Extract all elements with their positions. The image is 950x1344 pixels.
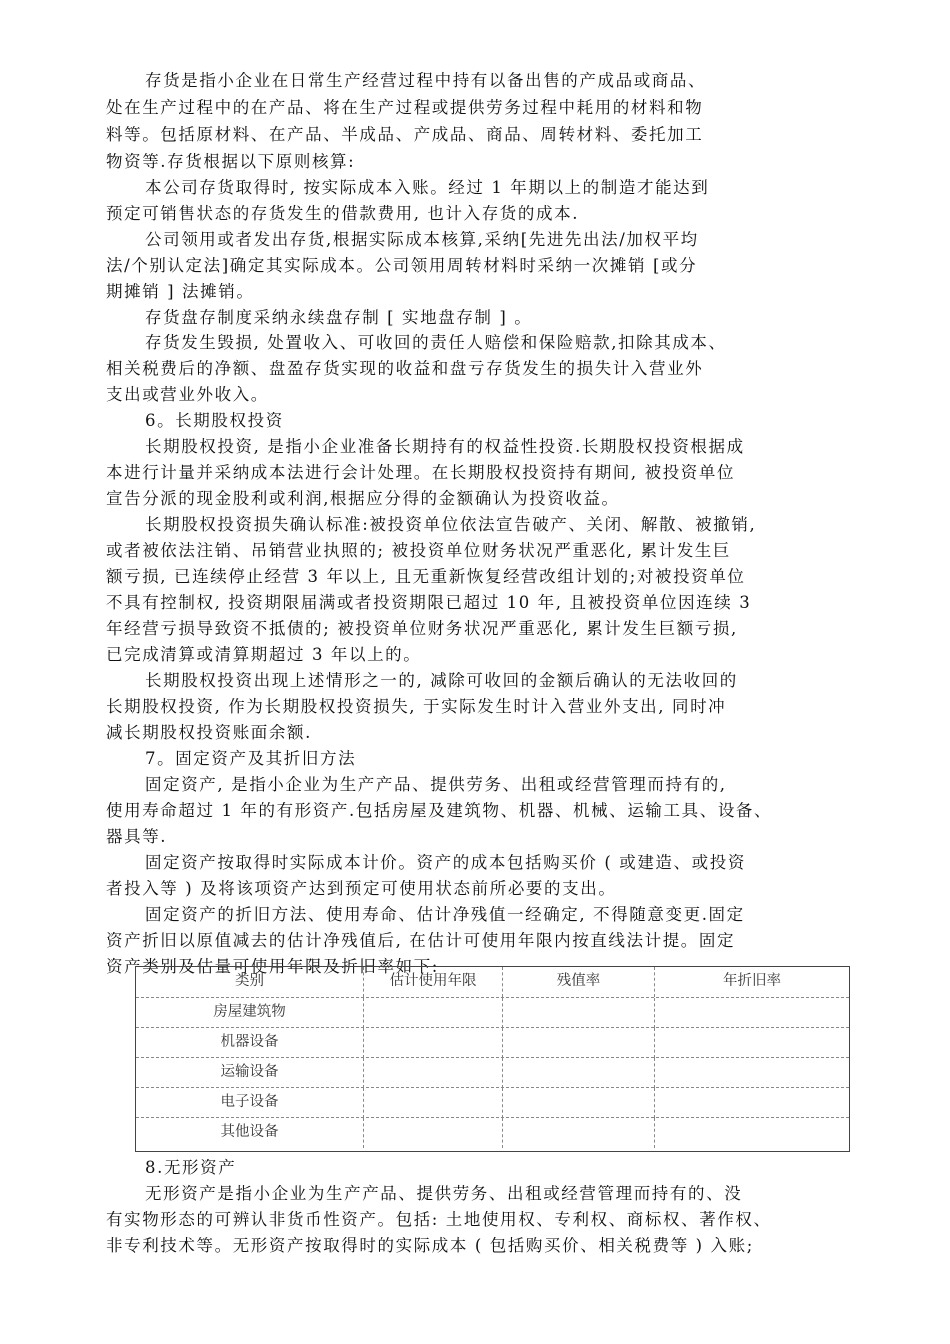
section-heading: 8.无形资产 xyxy=(145,1158,237,1177)
paragraph-line: 本进行计量并采纳成本法进行会计处理。在长期股权投资持有期间, 被投资单位 xyxy=(106,463,736,482)
paragraph-line: 年经营亏损导致资不抵债的; 被投资单位财务状况严重恶化, 累计发生巨额亏损, xyxy=(106,619,738,638)
table-header-cell: 年折旧率 xyxy=(654,967,849,997)
paragraph-line: 不具有控制权, 投资期限届满或者投资期限已超过 10 年, 且被投资单位因连续 3 xyxy=(106,593,752,612)
section-heading: 6。长期股权投资 xyxy=(145,411,284,430)
table-row xyxy=(136,1027,849,1057)
table-cell xyxy=(363,1088,502,1118)
paragraph-line: 预定可销售状态的存货发生的借款费用, 也计入存货的成本. xyxy=(106,204,580,223)
paragraph-line: 固定资产的折旧方法、使用寿命、估计净残值一经确定, 不得随意变更.固定 xyxy=(145,905,745,924)
table-row xyxy=(136,1087,849,1117)
table-cell-category: 运输设备 xyxy=(220,1064,279,1080)
paragraph-line: 固定资产按取得时实际成本计价。资产的成本包括购买价 ( 或建造、或投资 xyxy=(145,853,746,872)
table-cell xyxy=(363,998,502,1028)
paragraph-line: 或者被依法注销、吊销营业执照的; 被投资单位财务状况严重恶化, 累计发生巨 xyxy=(106,541,731,560)
table-cell-category: 电子设备 xyxy=(220,1094,279,1110)
paragraph-line: 已完成清算或清算期超过 3 年以上的。 xyxy=(106,645,422,664)
table-cell xyxy=(654,998,849,1028)
table-cell xyxy=(363,1058,502,1088)
table-cell xyxy=(654,1058,849,1088)
table-cell xyxy=(502,1028,654,1058)
paragraph-line: 法/个别认定法]确定其实际成本。公司领用周转材料时采纳一次摊销 [或分 xyxy=(106,256,698,275)
paragraph-line: 支出或营业外收入。 xyxy=(106,385,269,404)
paragraph-line: 存货是指小企业在日常生产经营过程中持有以备出售的产成品或商品、 xyxy=(145,71,707,90)
depreciation-table xyxy=(135,966,850,1152)
paragraph-line: 长期股权投资损失确认标准:被投资单位依法宣告破产、关闭、解散、被撤销, xyxy=(145,515,757,534)
table-cell xyxy=(502,998,654,1028)
paragraph-line: 无形资产是指小企业为生产产品、提供劳务、出租或经营管理而持有的、没 xyxy=(145,1184,743,1203)
table-cell xyxy=(502,1088,654,1118)
paragraph-line: 处在生产过程中的在产品、将在生产过程或提供劳务过程中耗用的材料和物 xyxy=(106,98,704,117)
paragraph-line: 额亏损, 已连续停止经营 3 年以上, 且无重新恢复经营改组计划的;对被投资单位 xyxy=(106,567,746,586)
paragraph-line: 物资等.存货根据以下原则核算: xyxy=(106,152,356,171)
paragraph-line: 相关税费后的净额、盘盈存货实现的收益和盘亏存货发生的损失计入营业外 xyxy=(106,359,704,378)
paragraph-line: 本公司存货取得时, 按实际成本入账。经过 1 年期以上的制造才能达到 xyxy=(145,178,710,197)
table-cell-category: 机器设备 xyxy=(220,1034,279,1050)
table-header-cell: 残值率 xyxy=(502,967,654,997)
table-cell-category: 房屋建筑物 xyxy=(213,1004,286,1020)
paragraph-line: 有实物形态的可辨认非货币性资产。包括: 土地使用权、专利权、商标权、著作权、 xyxy=(106,1210,772,1229)
paragraph-line: 宣告分派的现金股利或利润,根据应分得的金额确认为投资收益。 xyxy=(106,489,620,508)
table-cell xyxy=(654,1028,849,1058)
paragraph-line: 存货盘存制度采纳永续盘存制 [ 实地盘存制 ] 。 xyxy=(145,308,533,327)
paragraph-line: 公司领用或者发出存货,根据实际成本核算,采纳[先进先出法/加权平均 xyxy=(145,230,699,249)
table-row xyxy=(136,1057,849,1087)
table-cell xyxy=(363,1118,502,1148)
paragraph-line: 减长期股权投资账面余额. xyxy=(106,723,312,742)
table-cell xyxy=(654,1088,849,1118)
paragraph-line: 料等。包括原材料、在产品、半成品、产成品、商品、周转材料、委托加工 xyxy=(106,125,704,144)
paragraph-line: 长期股权投资, 是指小企业准备长期持有的权益性投资.长期股权投资根据成 xyxy=(145,437,745,456)
paragraph-line: 期摊销 ] 法摊销。 xyxy=(106,282,255,301)
paragraph-line: 资产类别及估量可使用年限及折旧率如下: xyxy=(106,957,439,976)
table-row xyxy=(136,997,849,1027)
paragraph-line: 资产折旧以原值减去的估计净残值后, 在估计可使用年限内按直线法计提。固定 xyxy=(106,931,736,950)
section-heading: 7。固定资产及其折旧方法 xyxy=(145,749,357,768)
paragraph-line: 存货发生毁损, 处置收入、可收回的责任人赔偿和保险赔款,扣除其成本、 xyxy=(145,333,727,352)
table-header-cell: 估计使用年限 xyxy=(363,967,502,997)
paragraph-line: 器具等. xyxy=(106,827,168,846)
paragraph-line: 固定资产, 是指小企业为生产产品、提供劳务、出租或经营管理而持有的, xyxy=(145,775,727,794)
table-cell-category: 其他设备 xyxy=(220,1124,279,1140)
table-cell xyxy=(502,1058,654,1088)
table-row xyxy=(136,1117,849,1147)
table-cell xyxy=(502,1118,654,1148)
paragraph-line: 非专利技术等。无形资产按取得时的实际成本 ( 包括购买价、相关税费等 ) 入账; xyxy=(106,1236,754,1255)
paragraph-line: 长期股权投资, 作为长期股权投资损失, 于实际发生时计入营业外支出, 同时冲 xyxy=(106,697,727,716)
table-header-row xyxy=(136,967,849,997)
table-cell xyxy=(654,1118,849,1148)
table-cell xyxy=(363,1028,502,1058)
paragraph-line: 者投入等 ) 及将该项资产达到预定可使用状态前所必要的支出。 xyxy=(106,879,617,898)
table-header-cell: 类别 xyxy=(235,973,264,989)
paragraph-line: 长期股权投资出现上述情形之一的, 减除可收回的金额后确认的无法收回的 xyxy=(145,671,738,690)
paragraph-line: 使用寿命超过 1 年的有形资产.包括房屋及建筑物、机器、机械、运输工具、设备、 xyxy=(106,801,773,820)
